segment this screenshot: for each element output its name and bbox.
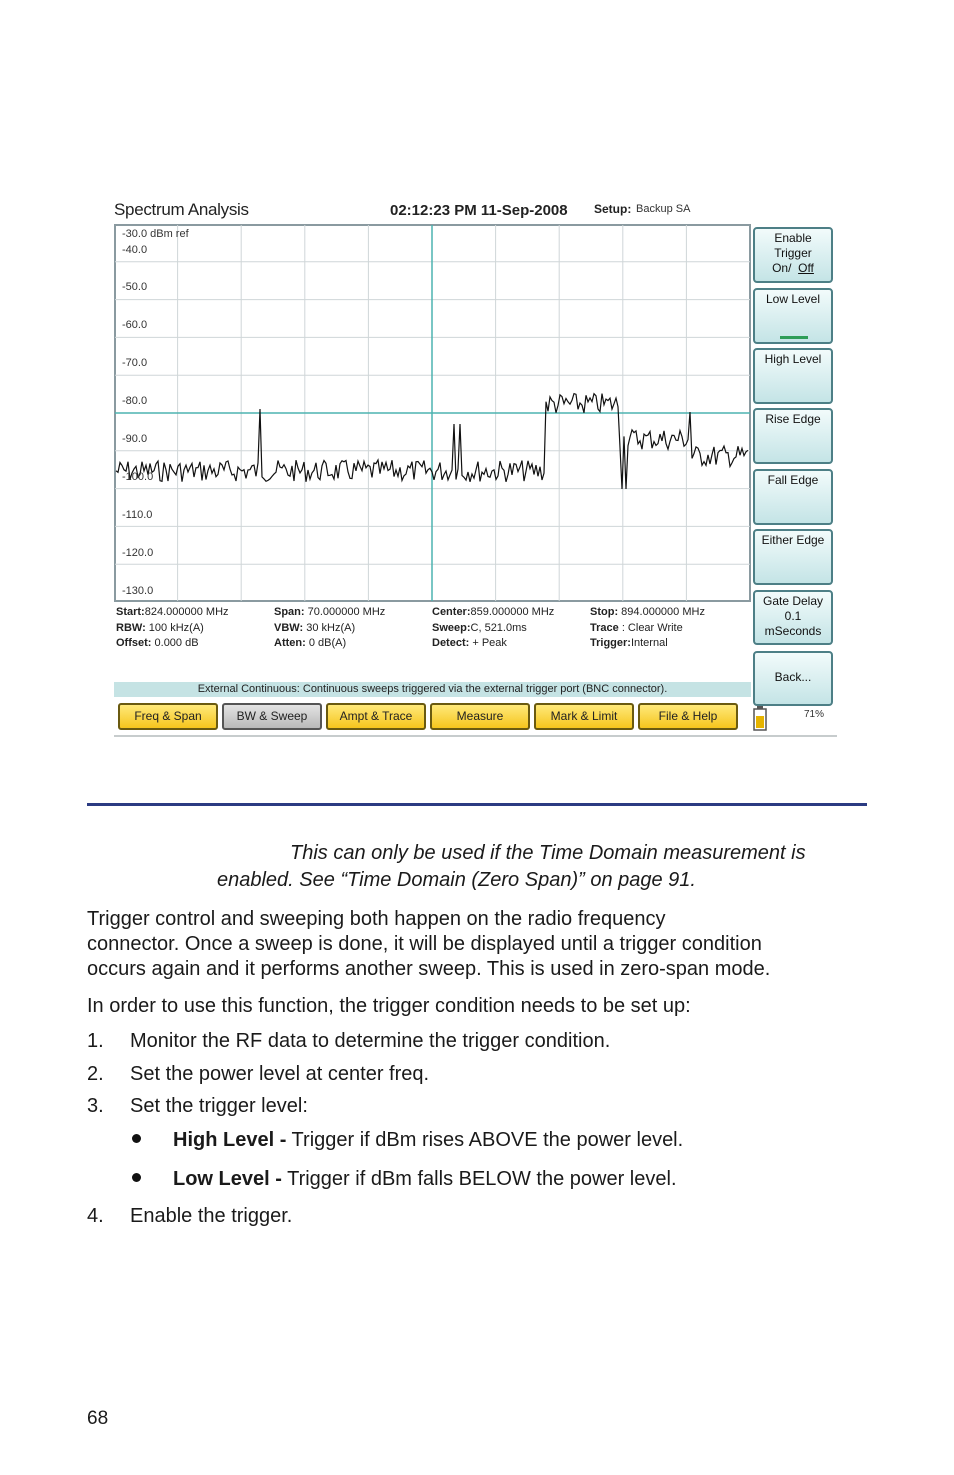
param-label: Sweep: bbox=[432, 622, 471, 634]
param-sweep bbox=[432, 622, 527, 634]
either-edge-button[interactable] bbox=[753, 529, 833, 585]
param-label: Detect: bbox=[432, 637, 470, 649]
softkey-line: 0.1 bbox=[784, 609, 802, 623]
step-number: 3. bbox=[87, 1095, 104, 1117]
bullet-item bbox=[173, 1129, 683, 1152]
step-number: 4. bbox=[87, 1205, 104, 1227]
tab-file-help[interactable]: File & Help bbox=[638, 703, 738, 730]
param-label: Trace bbox=[590, 622, 619, 634]
param-value: Internal bbox=[630, 637, 668, 649]
y-label: -120.0 bbox=[122, 547, 154, 559]
param-trace bbox=[590, 622, 683, 634]
param-stop bbox=[590, 606, 705, 618]
step-text: Enable the trigger. bbox=[130, 1205, 293, 1227]
y-label: -80.0 bbox=[122, 395, 148, 407]
screen-title: Spectrum Analysis bbox=[114, 200, 249, 219]
softkey-label: Fall Edge bbox=[767, 473, 819, 487]
param-label: Offset: bbox=[116, 637, 152, 649]
bullet-term: High Level - bbox=[173, 1129, 287, 1151]
battery-icon bbox=[752, 704, 772, 732]
param-value: C, 521.0ms bbox=[470, 622, 527, 634]
battery-percent: 71% bbox=[804, 709, 825, 720]
param-trigger bbox=[590, 637, 668, 649]
status-bar: External Continuous: Continuous sweeps triggered via the external trigger port (BNC connector). bbox=[114, 682, 751, 697]
note-line-1: This can only be used if the Time Domain measurement is bbox=[290, 842, 806, 864]
screen-bottom-border bbox=[114, 735, 837, 737]
bullet-item bbox=[173, 1168, 677, 1191]
bullet-icon bbox=[132, 1173, 141, 1182]
low-level-button[interactable] bbox=[753, 288, 833, 344]
param-rbw bbox=[116, 622, 204, 634]
note-line-2: enabled. See “Time Domain (Zero Span)” on page 91. bbox=[217, 869, 696, 891]
param-label: RBW: bbox=[116, 622, 146, 634]
paragraph-line: connector. Once a sweep is done, it will be displayed until a trigger condition bbox=[87, 933, 762, 955]
param-vbw bbox=[274, 622, 355, 634]
step-number: 1. bbox=[87, 1030, 104, 1052]
y-label: -30.0 dBm ref bbox=[122, 228, 189, 240]
param-label: Trigger: bbox=[590, 637, 631, 649]
on-option: On/ bbox=[772, 261, 792, 275]
param-label: Span: bbox=[274, 606, 305, 618]
param-value: 824.000000 MHz bbox=[144, 606, 229, 618]
softkey-line: mSeconds bbox=[764, 624, 822, 638]
param-offset bbox=[116, 637, 199, 649]
page-number: 68 bbox=[87, 1408, 109, 1429]
on-off-toggle bbox=[755, 261, 831, 276]
bullet-icon bbox=[132, 1134, 141, 1143]
softkey-line: Enable bbox=[774, 231, 812, 245]
param-label: Start: bbox=[116, 606, 145, 618]
step-number: 2. bbox=[87, 1063, 104, 1085]
param-value: 0.000 dB bbox=[154, 637, 199, 649]
y-label: -70.0 bbox=[122, 357, 148, 369]
tab-ampt-trace[interactable]: Ampt & Trace bbox=[326, 703, 426, 730]
param-value: 894.000000 MHz bbox=[621, 606, 705, 618]
param-label: VBW: bbox=[274, 622, 304, 634]
y-label: -130.0 bbox=[122, 585, 154, 597]
step-text: Set the power level at center freq. bbox=[130, 1063, 430, 1085]
param-value: 100 kHz(A) bbox=[148, 622, 204, 634]
y-label: -90.0 bbox=[122, 433, 148, 445]
param-label: Center: bbox=[432, 606, 471, 618]
y-label: -50.0 bbox=[122, 281, 148, 293]
softkey-label: Low Level bbox=[765, 292, 821, 306]
tab-measure[interactable]: Measure bbox=[430, 703, 530, 730]
spectrum-analyzer-screenshot bbox=[114, 196, 837, 738]
softkey-label: Either Edge bbox=[761, 533, 825, 547]
step-text: Monitor the RF data to determine the trigger condition. bbox=[130, 1030, 611, 1052]
softkey-label: Back... bbox=[774, 670, 812, 684]
param-start bbox=[116, 606, 229, 618]
param-value: 859.000000 MHz bbox=[470, 606, 555, 618]
param-value: 0 dB(A) bbox=[308, 637, 347, 649]
param-value: 30 kHz(A) bbox=[306, 622, 356, 634]
bullet-term: Low Level - bbox=[173, 1168, 282, 1190]
rise-edge-button[interactable] bbox=[753, 408, 833, 464]
softkey-label: High Level bbox=[764, 352, 822, 366]
gate-delay-button[interactable] bbox=[753, 590, 833, 645]
y-label: -60.0 bbox=[122, 319, 148, 331]
off-option: Off bbox=[798, 261, 814, 275]
paragraph-line: Trigger control and sweeping both happen on the radio frequency bbox=[87, 908, 666, 930]
setup-value: Backup SA bbox=[636, 203, 691, 215]
tab-mark-limit[interactable]: Mark & Limit bbox=[534, 703, 634, 730]
fall-edge-button[interactable] bbox=[753, 469, 833, 525]
param-label: Atten: bbox=[274, 637, 306, 649]
param-center bbox=[432, 606, 554, 618]
selected-indicator bbox=[780, 336, 808, 339]
setup-label: Setup: bbox=[594, 202, 632, 216]
param-span bbox=[274, 606, 385, 618]
bullet-desc: Trigger if dBm rises ABOVE the power level. bbox=[286, 1129, 684, 1151]
y-label: -110.0 bbox=[122, 509, 153, 521]
param-detect bbox=[432, 637, 507, 649]
param-label: Stop: bbox=[590, 606, 619, 618]
param-value: : Clear Write bbox=[621, 622, 683, 634]
tab-freq-span[interactable]: Freq & Span bbox=[118, 703, 218, 730]
step-text: Set the trigger level: bbox=[130, 1095, 308, 1117]
y-axis-labels bbox=[114, 224, 751, 602]
section-rule bbox=[87, 803, 867, 806]
paragraph-2: In order to use this function, the trigger condition needs to be set up: bbox=[87, 995, 691, 1017]
bullet-desc: Trigger if dBm falls BELOW the power level. bbox=[281, 1168, 677, 1190]
softkey-line: Gate Delay bbox=[762, 594, 824, 608]
paragraph-line: occurs again and it performs another sweep. This is used in zero-span mode. bbox=[87, 958, 771, 980]
param-atten bbox=[274, 637, 346, 649]
y-label: -40.0 bbox=[122, 244, 148, 256]
screen-datetime: 02:12:23 PM 11-Sep-2008 bbox=[390, 202, 568, 219]
softkey-label: Rise Edge bbox=[765, 412, 821, 426]
tab-bw-sweep[interactable]: BW & Sweep bbox=[222, 703, 322, 730]
back-button[interactable] bbox=[753, 651, 833, 706]
param-value: + Peak bbox=[472, 637, 507, 649]
enable-trigger-button[interactable] bbox=[753, 227, 833, 283]
high-level-button[interactable] bbox=[753, 348, 833, 404]
y-label: -100.0 bbox=[122, 471, 154, 483]
param-value: 70.000000 MHz bbox=[307, 606, 386, 618]
paragraph-1 bbox=[87, 907, 857, 982]
softkey-line: Trigger bbox=[774, 246, 812, 260]
